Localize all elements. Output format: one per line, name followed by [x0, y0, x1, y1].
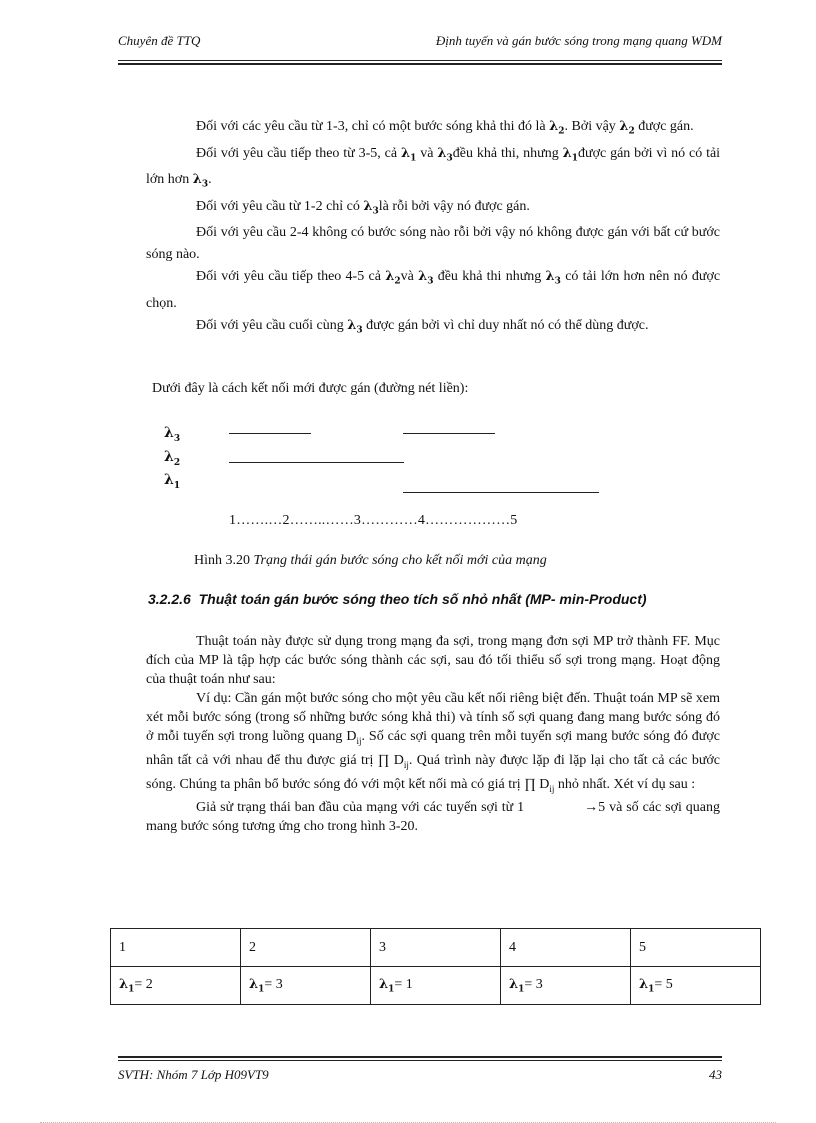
figure-lambda-2-label: $\lambda_2$ [164, 449, 181, 468]
header-rule-thick [118, 63, 722, 65]
connection-line [229, 462, 404, 463]
figure-node-scale: 1…….…2……..……3…………4………………5 [229, 513, 518, 528]
connection-line [403, 433, 495, 434]
footer-rule-thick [118, 1056, 722, 1058]
footer-rule [118, 1060, 722, 1061]
figure-lambda-1-label: $\lambda_1$ [164, 472, 181, 491]
paragraph: Giả sử trạng thái ban đầu của mạng với các tuyến sợi từ 1 →5 và số các sợi quang mang bước sóng tương ứng cho trong hình 3-20. [146, 800, 720, 835]
dij-symbol: $D_{ij}$ [346, 729, 362, 746]
paragraph: Đối với các yêu cầu từ 1-3, chỉ có một bước sóng khả thi đó là $\lambda_2$. Bởi vậy $\lambda_2$ được gán. [196, 119, 694, 137]
connection-line [229, 433, 311, 434]
table-header-row [111, 929, 761, 967]
table-cell: 1 [111, 929, 241, 967]
page-number: 43 [709, 1067, 722, 1082]
lambda-symbol: $\lambda_1$ [401, 145, 417, 164]
lambda-symbol: $\lambda_3$ [363, 198, 379, 217]
table-cell: 2 [241, 929, 371, 967]
table-cell: $\lambda_1= 1$ [371, 967, 501, 1005]
header-rule [118, 60, 722, 61]
lambda-symbol: $\lambda_3$ [347, 317, 363, 336]
table-cell: 5 [631, 929, 761, 967]
header-right: Định tuyến và gán bước sóng trong mạng quang WDM [435, 33, 722, 48]
connection-line [403, 492, 599, 493]
table-cell: $\lambda_1= 3$ [501, 967, 631, 1005]
body-text [146, 116, 720, 342]
fiber-count-table [110, 928, 761, 1005]
lambda-symbol: $\lambda_3$ [437, 145, 453, 164]
table-cell: $\lambda_1= 5$ [631, 967, 761, 1005]
header-left: Chuyên đề TTQ [118, 33, 201, 48]
paragraph: Đối với yêu cầu tiếp theo từ 3-5, cả $\lambda_1$ và $\lambda_3đều$ khả thi, nhưng $\lambda_1được$ gán bởi vì nó có tải lớn hơn $\lambda_3$. [146, 145, 721, 190]
paragraph: Đối với yêu cầu cuối cùng $\lambda_3$ được gán bởi vì chỉ duy nhất nó có thể dùng được. [196, 317, 649, 336]
paragraph: Đối với yêu cầu tiếp theo 4-5 cả $\lambda_2và$ $\lambda_3$ đều khả thi nhưng $\lambda_3$ có tải lớn hơn nên nó được chọn. [146, 269, 721, 311]
table-cell: 3 [371, 929, 501, 967]
lambda-symbol: $\lambda_2$ [385, 269, 401, 287]
lambda-symbol: $\lambda_2$ [549, 119, 565, 137]
table-row [111, 967, 761, 1005]
paragraph: Thuật toán này được sử dụng trong mạng đa sợi, trong mạng đơn sợi MP trở thành FF. Mục đích của MP là tập hợp các bước sóng thành các sợi, sau đó tối thiểu số sợi trong mạng. Hoạt động của thuật toán như sau: [146, 634, 720, 687]
lambda-symbol: $\lambda_2$ [619, 119, 635, 137]
lambda-symbol: $\lambda_3$ [192, 172, 209, 190]
footer-left: SVTH: Nhóm 7 Lớp H09VT9 [118, 1067, 269, 1082]
table-cell: 4 [501, 929, 631, 967]
mp-algorithm-text [146, 632, 720, 836]
paragraph: Đối với yêu cầu 2-4 không có bước sóng nào rỗi bởi vậy nó không được gán với bất cứ bước sóng nào. [146, 225, 720, 263]
paragraph: Ví dụ: Cần gán một bước sóng cho một yêu cầu kết nối riêng biệt đến. Thuật toán MP sẽ xem xét mỗi bước sóng (trong số những bước sóng khả thi) và tính số sợi quang đang mang bước sóng đó ở mỗi tuyến sợi trong luồng quang $D_{ij}$. Số các sợi quang trên mỗi tuyến sợi mang bước sóng đó được nhân tất cả với nhau để thu được giá trị ∏ $D_{ij}$. Quá trình này được lặp đi lặp lại cho tất cả các bước sóng. Chúng ta phân bổ bước sóng đó với một kết nối mà có giá trị ∏ $D_{ij}$ nhỏ nhất. Xét ví dụ sau : [146, 691, 721, 794]
lambda-symbol: $\lambda_3$ [545, 269, 561, 287]
figure-intro: Dưới đây là cách kết nối mới được gán (đường nét liền): [152, 381, 469, 396]
figure-caption: Hình 3.20 Trạng thái gán bước sóng cho kết nối mới của mạng [194, 553, 547, 568]
paragraph: Đối với yêu cầu từ 1-2 chỉ có $\lambda_3là$ rỗi bởi vậy nó được gán. [196, 198, 530, 217]
lambda-symbol: $\lambda_1$ [562, 145, 578, 164]
lambda-symbol: $\lambda_3$ [418, 269, 434, 287]
table-cell: $\lambda_1= 2$ [111, 967, 241, 1005]
figure-lambda-3-label: $\lambda_3$ [164, 425, 181, 444]
table-cell: $\lambda_1= 3$ [241, 967, 371, 1005]
section-heading: 3.2.2.6 Thuật toán gán bước sóng theo tích số nhỏ nhất (MP- min-Product) [148, 591, 647, 607]
